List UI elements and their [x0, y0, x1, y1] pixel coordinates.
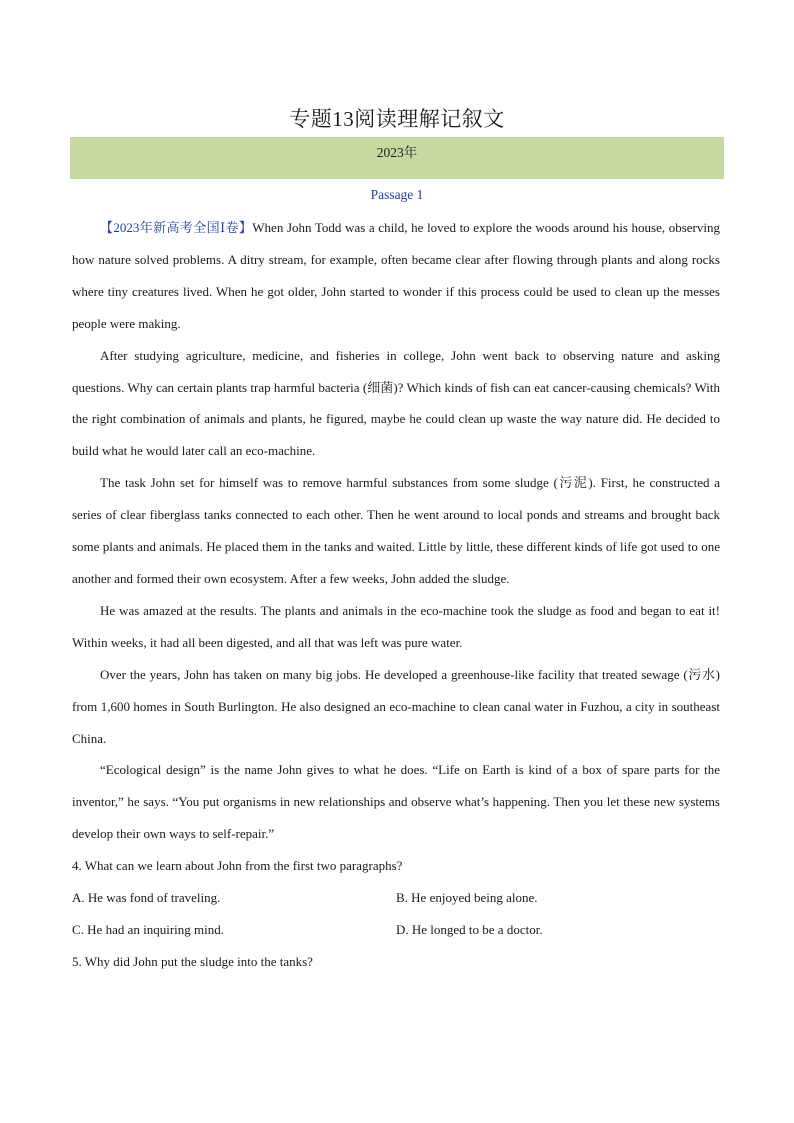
- paragraph-1-text: When John Todd was a child, he loved to explore the woods around his house, observing how nature solved problems. A ditry stream, for example, often became clear after flowing through plants and along rocks where tiny creatures lived. When he got older, John started to wonder if this process could be used to clean up the messes people were making.: [72, 220, 720, 331]
- option-a: A. He was fond of traveling.: [72, 890, 221, 906]
- option-c: C. He had an inquiring mind.: [72, 921, 225, 937]
- source-tag: 【2023年新高考全国Ⅰ卷】: [100, 220, 253, 235]
- passage-body: [72, 212, 720, 978]
- year-label: 2023年: [376, 145, 418, 160]
- question-4-stem: 4. What can we learn about John from the first two paragraphs?: [72, 858, 403, 874]
- paragraph-4: He was amazed at the results. The plants and animals in the eco-machine took the sludge as food and began to eat it! Within weeks, it had all been digested, and all that was left was pure water.: [72, 602, 720, 650]
- paragraph-5: Over the years, John has taken on many big jobs. He developed a greenhouse-like facility that treated sewage (污水) from 1,600 homes in South Burlington. He also designed an eco-machine to clean canal water in Fuzhou, a city in southeast China.: [72, 666, 720, 746]
- paragraph-3: The task John set for himself was to remove harmful substances from some sludge (污泥). First, he constructed a series of clear fiberglass tanks connected to each other. Then he went around to local ponds and streams and brought back some plants and animals. He placed them in the tanks and waited. Little by little, these different kinds of life got used to one another and formed their own ecosystem. After a few weeks, John added the sludge.: [72, 475, 720, 586]
- option-d: D. He longed to be a doctor.: [396, 921, 543, 937]
- question-4-options-row-2: [72, 914, 720, 946]
- page-title: 专题13阅读理解记叙文: [289, 107, 505, 131]
- question-5-stem: 5. Why did John put the sludge into the tanks?: [72, 953, 313, 969]
- passage-title: Passage 1: [370, 187, 424, 202]
- paragraph-2: After studying agriculture, medicine, and fisheries in college, John went back to observing nature and asking questions. Why can certain plants trap harmful bacteria (细菌)? Which kinds of fish can eat cancer-causing chemicals? With the right combination of animals and plants, he figured, maybe he could clean up waste the way nature did. He decided to build what he would later call an eco-machine.: [72, 347, 720, 459]
- question-4-options-row-1: [72, 882, 720, 914]
- paragraph-1: [72, 212, 720, 340]
- option-b: B. He enjoyed being alone.: [396, 890, 538, 906]
- paragraph-6: “Ecological design” is the name John gives to what he does. “Life on Earth is kind of a box of spare parts for the inventor,” he says. “You put organisms in new relationships and observe what’s happening. Then you let these new systems develop their own ways to self-repair.”: [72, 762, 720, 842]
